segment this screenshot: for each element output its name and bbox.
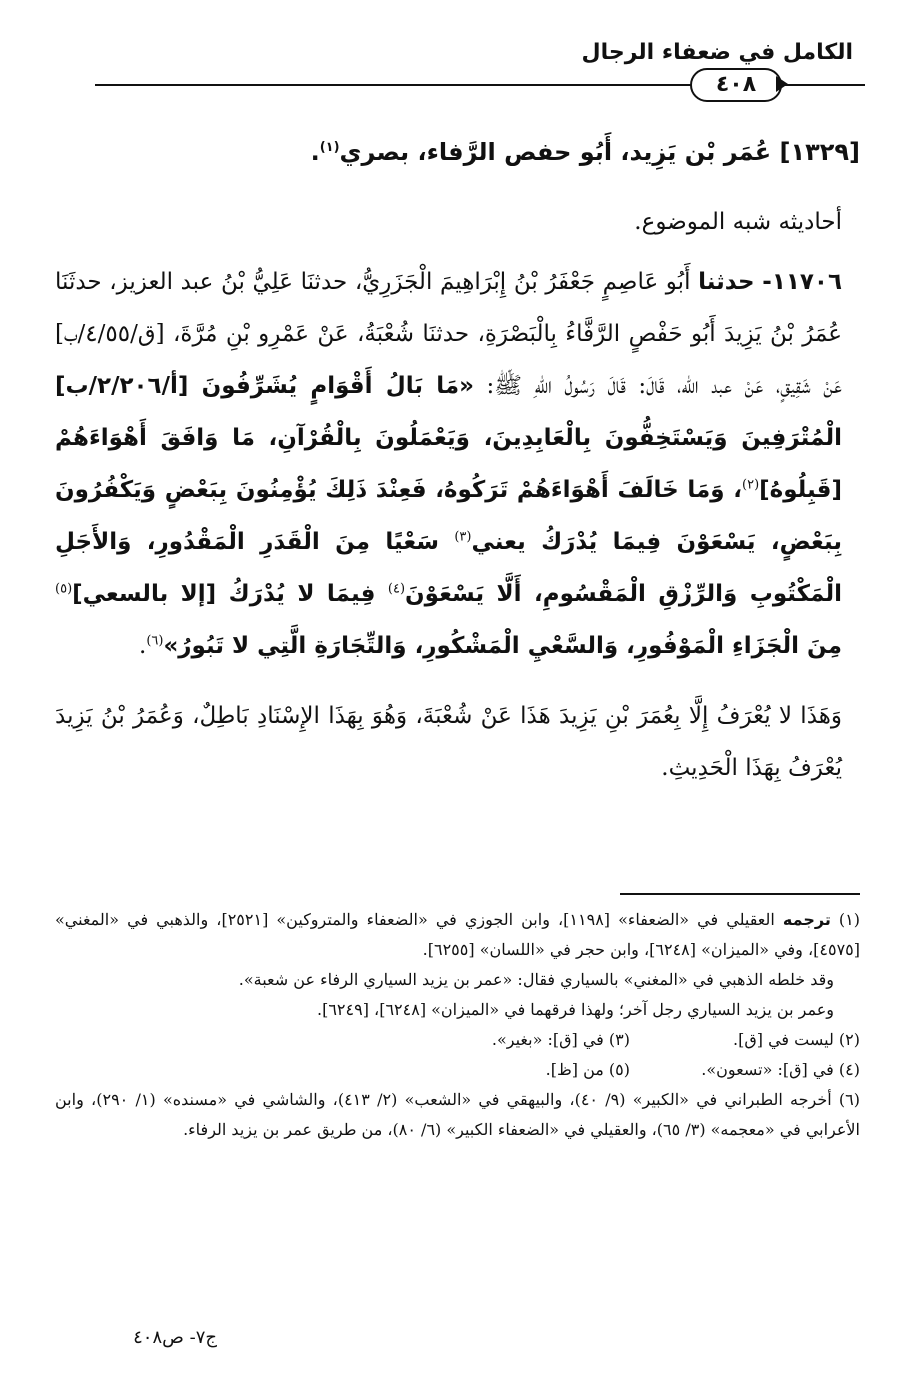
footnote-row-2-3 — [55, 1025, 860, 1055]
entry-heading-end: . — [310, 138, 320, 166]
footnote-4: (٤) في [ق]: «تسعون». — [701, 1060, 860, 1079]
footnote-1-text: العقيلي في «الضعفاء» [١١٩٨]، وابن الجوزي في «الضعفاء والمتروكين» [٢٥٢١]، والذهبي في «المغني» [٤٥٧٥]، وفي «الميزان» [٦٢٤٨]، وابن حجر في «اللسان» [٦٢٥٥]. — [55, 910, 860, 959]
footnote-ref-6: (٦) — [146, 633, 164, 649]
footnote-6: (٦) أخرجه الطبراني في «الكبير» (٩/ ٤٠)، والبيهقي في «الشعب» (٢/ ٤١٣)، والشاشي في «مسنده» (١/ ٢٩٠)، وابن الأعرابي في «معجمه» (٣/ ٦٥)، والعقيلي في «الضعفاء الكبير» (٦/ ٨٠)، من طريق عمر بن يزيد الرفاء. — [55, 1090, 860, 1139]
page-number-badge: ٤٠٨ — [690, 68, 782, 102]
footnote-ref-1: (١) — [319, 140, 340, 155]
hadith-matn-5: مِنَ الْجَزَاءِ الْمَوْفُورِ، وَالسَّعْيِ الْمَشْكُورِ، وَالتِّجَارَةِ الَّتِي لا تَبُورُ» — [163, 633, 842, 659]
entry-heading — [55, 130, 860, 174]
hadith-paragraph — [55, 256, 860, 672]
entry-summary: أحاديثه شبه الموضوع. — [634, 209, 842, 235]
footnote-1-number: (١) — [838, 910, 860, 929]
page-badge-arrow-icon — [776, 76, 788, 92]
entry-heading-text: [١٣٢٩] عُمَر بْن يَزِيد، أَبُو حفص الرَّفاء، بصري — [339, 138, 860, 166]
volume-page-reference: ج٧- ص٤٠٨ — [133, 1327, 217, 1348]
footnote-3: (٣) في [ق]: «بغير». — [491, 1030, 630, 1049]
footnotes — [55, 905, 860, 1145]
footnote-ref-3: (٣) — [454, 529, 472, 545]
footnote-ref-2: (٢) — [742, 477, 760, 493]
footnote-ref-4: (٤) — [387, 581, 406, 597]
hadith-matn-4: فِيمَا لا يُدْرَكُ [إلا بالسعي] — [72, 581, 388, 607]
hadith-number: ١١٧٠٦- — [762, 269, 843, 295]
hadith-matn-1: «مَا بَالُ أَقْوَامٍ يُشَرِّفُونَ [أ/٢/٢٠٦/ب] الْمُتْرَفِينَ وَيَسْتَخِفُّونَ بِالْعَابِدِينَ، وَيَعْمَلُونَ بِالْقُرْآنِ، مَا وَافَقَ أَهْوَاءَهُمْ [قَبِلُوهُ] — [55, 373, 842, 503]
footnote-1-bold: ترجمه — [782, 910, 831, 929]
footnote-1-line-3: وعمر بن يزيد السياري رجل آخر؛ ولهذا فرقهما في «الميزان» [٦٢٤٨]، [٦٢٤٩]. — [317, 1000, 834, 1019]
main-text — [55, 130, 860, 812]
footnote-2: (٢) ليست في [ق]. — [733, 1030, 860, 1049]
footnote-5: (٥) من [ظ]. — [545, 1060, 630, 1079]
footnote-1 — [55, 905, 860, 965]
hadith-matn-3: سَعْيًا مِنَ الْقَدَرِ الْمَقْدُورِ، وَالأَجَلِ الْمَكْتُوبِ وَالرِّزْقِ الْمَقْسُومِ، أَلَّا يَسْعَوْنَ — [55, 529, 842, 607]
footnote-rule — [620, 893, 860, 895]
hadith-end: . — [139, 633, 147, 659]
hadith-matn-2: ، وَمَا خَالَفَ أَهْوَاءَهُمْ تَرَكُوهُ، فَعِنْدَ ذَلِكَ يُؤْمِنُونَ بِبَعْضٍ وَيَكْفُرُونَ بِبَعْضٍ، يَسْعَوْنَ فِيمَا يُدْرَكُ يعني — [55, 477, 843, 555]
footnote-row-4-5 — [55, 1055, 860, 1085]
footnote-ref-5: (٥) — [55, 581, 73, 597]
footnote-1-line-2: وقد خلطه الذهبي في «المغني» بالسياري فقال: «عمر بن يزيد السياري الرفاء عن شعبة». — [238, 970, 834, 989]
author-comment: وَهَذَا لا يُعْرَفُ إِلَّا بِعُمَرَ بْنِ يَزِيدَ هَذَا عَنْ شُعْبَةَ، وَهُوَ بِهَذَا الإِسْنَادِ بَاطِلٌ، وَعُمَرُ بْنُ يَزِيدَ يُعْرَفُ بِهَذَا الْحَدِيثِ. — [55, 703, 842, 781]
hadith-isnad: أَبُو عَاصِمٍ جَعْفَرُ بْنُ إِبْرَاهِيمَ الْجَزَرِيُّ، حدثنَا عَلِيُّ بْنُ عبد العزيز، حدثَنَا عُمَرُ بْنُ يَزِيدَ أَبُو حَفْصٍ الرَّفَّاءُ بِالْبَصْرَةِ، حدثنَا شُعْبَةُ، عَنْ عَمْرِو بْنِ مُرَّةَ، [ق/٤/٥٥/ب] عَنْ شَقِيقٍ، عَنْ عبد الله، قَالَ: قَالَ رَسُولُ اللهِ ﷺ: — [55, 269, 843, 399]
hadith-lead: حدثنا — [698, 269, 755, 295]
running-title: الكامل في ضعفاء الرجال — [581, 40, 853, 65]
